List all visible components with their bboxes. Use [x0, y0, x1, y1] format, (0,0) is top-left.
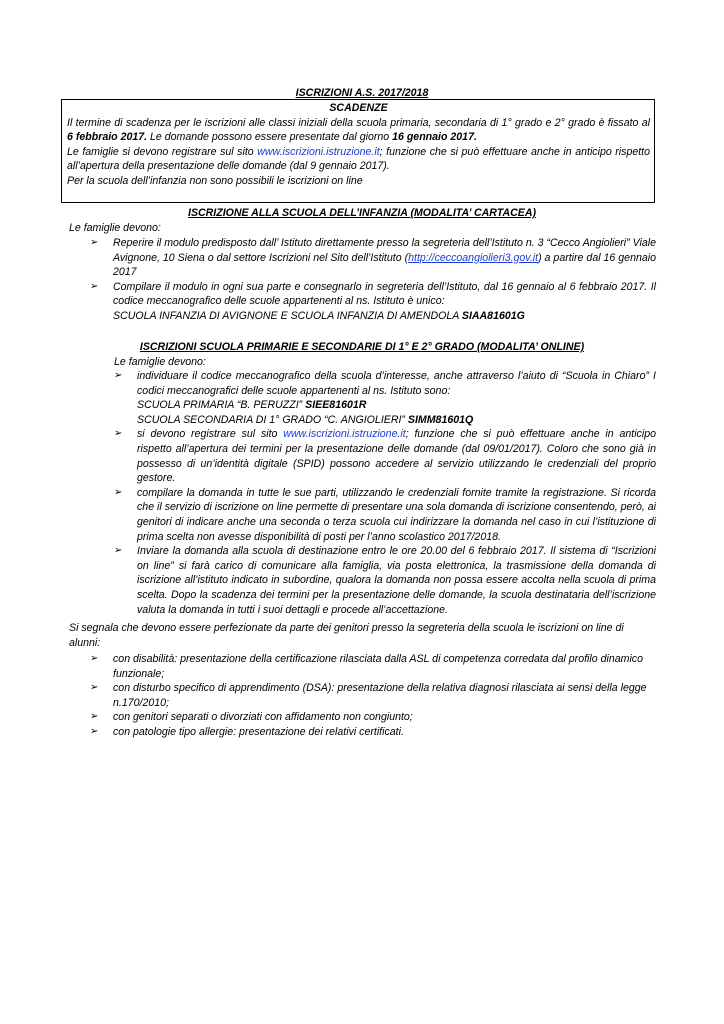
section-primarie-heading: ISCRIZIONI SCUOLA PRIMARIE E SECONDARIE DI 1° E 2° GRADO (MODALITA’ ONLINE)	[139, 341, 585, 353]
list-item	[90, 236, 656, 280]
arrow-bullet-icon: ➢	[90, 725, 99, 737]
primarie-list	[114, 369, 656, 617]
section-infanzia-heading: ISCRIZIONE ALLA SCUOLA DELL’INFANZIA (MODALITA’ CARTACEA)	[188, 207, 536, 219]
arrow-bullet-icon: ➢	[114, 428, 123, 440]
section-primarie-intro: Le famiglie devono:	[114, 356, 206, 368]
page-title: ISCRIZIONI A.S. 2017/2018	[295, 87, 429, 99]
list-item	[90, 681, 656, 710]
deadline-text-a: Il termine di scadenza per le iscrizioni alle classi iniziali della scuola primaria, secondaria di 1° grado e 2° grado è fissato al	[67, 116, 650, 129]
item-text: Compilare il modulo in ogni sua parte e consegnarlo in segreteria dell’Istituto, dal 16 gennaio al 6 febbraio 2017. Il codice meccanografico delle scuole appartenenti al ns. Istituto è unico:	[113, 280, 656, 308]
deadline-paragraph-3: Per la scuola dell’infanzia non sono possibili le iscrizioni on line	[67, 174, 363, 187]
start-date: 16 gennaio 2017.	[392, 131, 477, 144]
item-text: Reperire il modulo predisposto dall’ Istituto direttamente presso la segreteria dell’Istituto n. 3 “Cecco Angiolieri” Viale Avignone, 10 Siena o dal settore Iscrizioni nel Sito dell’Istituto (	[113, 237, 656, 264]
item-text: con patologie tipo allergie: presentazione dei relativi certificati.	[113, 725, 404, 738]
arrow-bullet-icon: ➢	[90, 280, 99, 292]
arrow-bullet-icon: ➢	[114, 545, 123, 557]
notes-intro: Si segnala che devono essere perfezionate da parte dei genitori presso la segreteria della scuola le iscrizioni on line di alunni:	[69, 622, 624, 649]
school-name: SCUOLA SECONDARIA DI 1° GRADO “C. ANGIOLIERI”	[137, 413, 408, 426]
iscrizioni-link[interactable]: www.iscrizioni.istruzione.it	[257, 145, 380, 158]
deadline-paragraph-2	[67, 145, 650, 174]
iscrizioni-link[interactable]: www.iscrizioni.istruzione.it	[283, 428, 406, 441]
list-item	[114, 369, 656, 427]
item-text: individuare il codice meccanografico della scuola d’interesse, anche attraverso l’aiuto di “Scuola in Chiaro” I codici meccanografici delle scuole appartenenti al ns. Istituto sono:	[137, 370, 656, 397]
item-text: con genitori separati o divorziati con affidamento non congiunto;	[113, 711, 413, 724]
register-text-b: ; funzione che si può effettuare anche in anticipo rispetto all’apertura della presentazione delle domande (dal 9 gennaio 2017).	[67, 145, 651, 173]
arrow-bullet-icon: ➢	[90, 682, 99, 694]
deadline-text-b: Le domande possono essere presentate dal giorno	[147, 131, 393, 144]
arrow-bullet-icon: ➢	[114, 370, 123, 381]
item-text: si devono registrare sul sito	[137, 428, 284, 441]
notes-list	[90, 652, 656, 740]
list-item	[114, 486, 656, 544]
infanzia-list	[90, 236, 656, 324]
section-infanzia-intro: Le famiglie devono:	[69, 222, 161, 234]
school-code: SIEE81601R	[305, 399, 367, 412]
arrow-bullet-icon: ➢	[90, 711, 99, 723]
item-text: compilare la domanda in tutte le sue parti, utilizzando le credenziali fornite tramite la registrazione. Si ricorda che il servizio di iscrizione on line permette di presentare una sola domanda di iscrizione consentendo, però, ai genitori di indicare anche una seconda o terza scuola cui indirizzare la domanda nel caso in cui l’istituzione di prima scelta non avesse disponibilità di posti per l’anno scolastico 2017/2018.	[137, 486, 656, 543]
school-name: SCUOLA INFANZIA DI AVIGNONE E SCUOLA INFANZIA DI AMENDOLA	[113, 309, 462, 322]
item-text: ) a partire dal 16 gennaio 2017	[113, 251, 656, 279]
arrow-bullet-icon: ➢	[90, 237, 99, 248]
list-item	[90, 725, 656, 740]
deadline-date: 6 febbraio 2017.	[67, 131, 148, 144]
school-code: SIAA81601G	[461, 309, 525, 322]
deadline-heading: SCADENZE	[329, 102, 388, 114]
list-item	[90, 710, 656, 725]
istituto-site-link[interactable]: http://ceccoangiolieri3.gov.it	[408, 251, 539, 264]
item-text: con disabilità: presentazione della certificazione rilasciata dalla ASL di competenza corredata dal profilo dinamico funzionale;	[113, 653, 643, 680]
school-code: SIMM81601Q	[407, 413, 474, 426]
school-name: SCUOLA PRIMARIA “B. PERUZZI”	[137, 399, 306, 412]
item-text: con disturbo specifico di apprendimento (DSA): presentazione della relativa diagnosi rilasciata ai sensi della legge n.170/2010;	[113, 682, 647, 709]
list-item	[90, 652, 656, 681]
list-item	[114, 544, 656, 617]
item-text: ; funzione che si può effettuare anche in anticipo rispetto all’apertura dei termini per la presentazione delle domande (dal 09/01/2017). Coloro che sono già in possesso di un’identità digitale (SPID) possono accedere al servizio utilizzando le credenziali del proprio gestore.	[137, 428, 656, 485]
register-text-a: Le famiglie si devono registrare sul sito	[67, 145, 258, 158]
arrow-bullet-icon: ➢	[90, 653, 99, 664]
deadline-box	[61, 99, 655, 203]
list-item	[90, 280, 656, 324]
item-text: Inviare la domanda alla scuola di destinazione entro le ore 20.00 del 6 febbraio 2017. Il sistema di “Iscrizioni on line” si farà carico di comunicare alla famiglia, via posta elettronica, la trasmissione della domanda di iscrizione all’istituto indicato in subordine, qualora la domanda non possa essere accolta nella scuola di prima scelta. Dopo la scadenza dei termini per la presentazione delle domande, la scuola destinataria dell’iscrizione valuta la domanda in tutti i suoi dettagli e procede all’accettazione.	[137, 545, 656, 616]
list-item	[114, 427, 656, 485]
deadline-paragraph-1	[67, 116, 650, 145]
arrow-bullet-icon: ➢	[114, 486, 123, 498]
